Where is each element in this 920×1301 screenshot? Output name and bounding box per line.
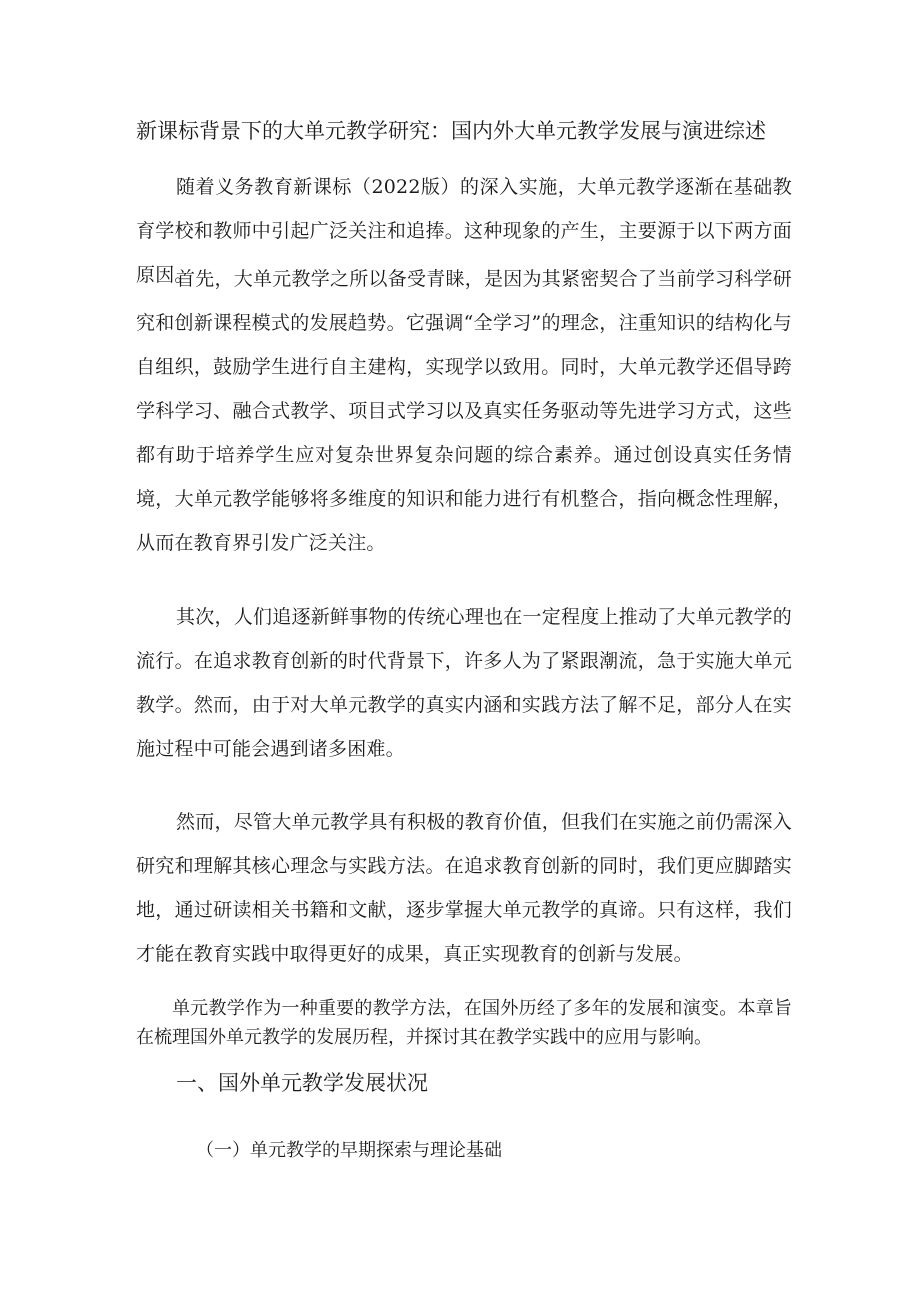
- paragraph-however: 然而，尽管大单元教学具有积极的教育价值，但我们在实施之前仍需深入研究和理解其核心理念与实践方法。在追求教育创新的同时，我们更应脚踏实地，通过研读相关书籍和文献，逐步掌握大单元教学的真谛。只有这样，我们才能在教育实践中取得更好的成果，真正实现教育的创新与发展。: [136, 811, 792, 965]
- paragraph-second-reason: 其次，人们追逐新鲜事物的传统心理也在一定程度上推动了大单元教学的流行。在追求教育创新的时代背景下，许多人为了紧跟潮流，急于实施大单元教学。然而，由于对大单元教学的真实内涵和实践方法了解不足，部分人在实施过程中可能会遇到诸多困难。: [136, 606, 792, 760]
- subsection-heading: （一）单元教学的早期探索与理论基础: [196, 1140, 502, 1161]
- section-heading: 一、国外单元教学发展状况: [176, 1071, 428, 1095]
- paragraph-first-reason: 首先，大单元教学之所以备受青睐，是因为其紧密契合了当前学习科学研究和创新课程模式的发展趋势。它强调“全学习”的理念，注重知识的结构化与自组织，鼓励学生进行自主建构，实现学以致用。同时，大单元教学还倡导跨学科学习、融合式教学、项目式学习以及真实任务驱动等先进学习方式，这些都有助于培养学生应对复杂世界复杂问题的综合素养。通过创设真实任务情境，大单元教学能够将多维度的知识和能力进行有机整合，指向概念性理解，从而在教育界引发广泛关注。: [136, 268, 792, 554]
- paragraph-block-however: [136, 800, 792, 976]
- paragraph-chapter-intro: 单元教学作为一种重要的教学方法，在国外历经了多年的发展和演变。本章旨在梳理国外单元教学的发展历程，并探讨其在教学实践中的应用与影响。: [136, 998, 792, 1048]
- document-title: 新课标背景下的大单元教学研究：国内外大单元教学发展与演进综述: [136, 119, 766, 143]
- paragraph-block-first: [136, 257, 792, 565]
- paragraph-intro: 随着义务教育新课标（2022版）的深入实施，大单元教学逐渐在基础教育学校和教师中引起广泛关注和追捧。这种现象的产生，主要源于以下两方面原因。: [136, 176, 792, 286]
- paragraph-block-second: [136, 595, 792, 771]
- paragraph-block-chapter-intro: [136, 994, 792, 1052]
